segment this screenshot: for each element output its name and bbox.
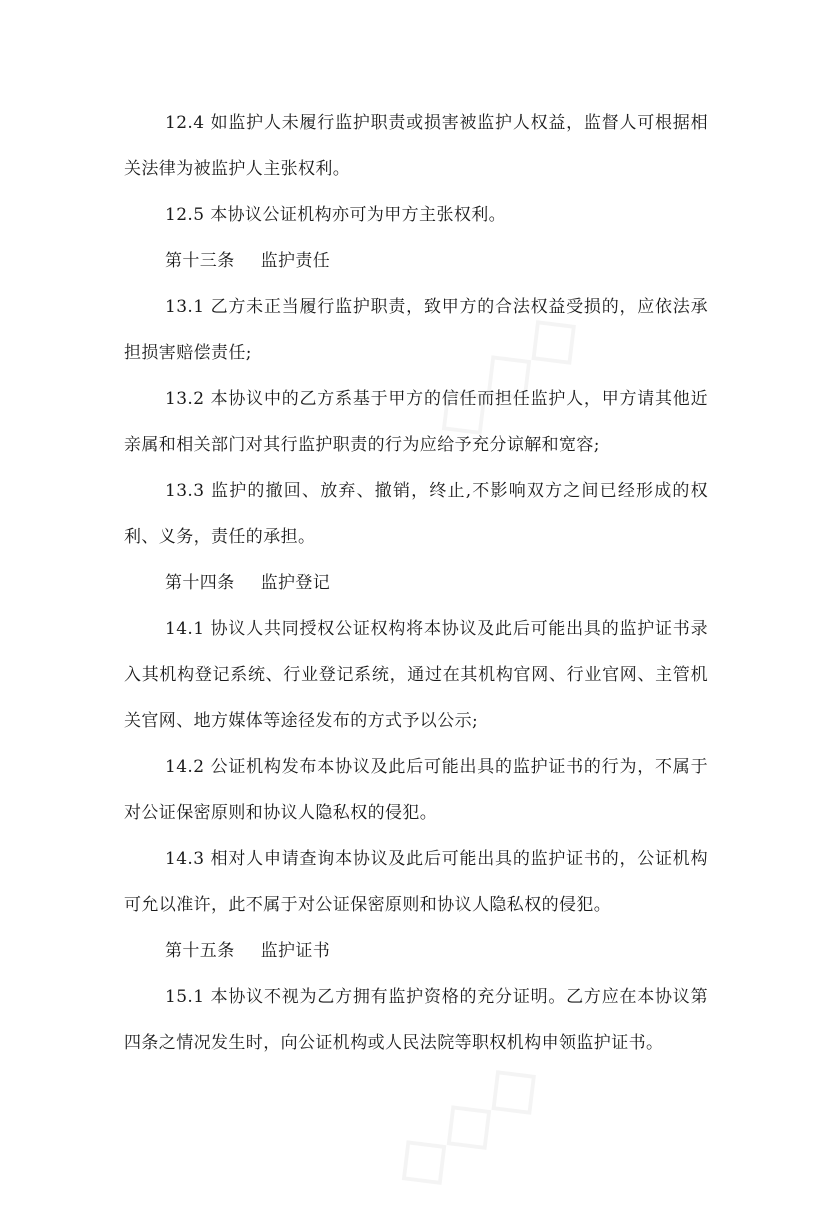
article-heading-14 [124,560,708,606]
article-number: 第十四条 [165,573,235,593]
article-heading-13 [124,238,708,284]
paragraph-13-1: 13.1 乙方未正当履行监护职责，致甲方的合法权益受损的，应依法承担损害赔偿责任; [124,297,708,363]
article-heading-15 [124,928,708,974]
paragraph-14-2: 14.2 公证机构发布本协议及此后可能出具的监护证书的行为，不属于对公证保密原则和协议人隐私权的侵犯。 [124,757,708,823]
paragraph-12-4: 12.4 如监护人未履行监护职责或损害被监护人权益，监督人可根据相关法律为被监护人主张权利。 [124,113,708,179]
article-title: 监护责任 [260,251,331,271]
paragraph-14-1: 14.1 协议人共同授权公证权构将本协议及此后可能出具的监护证书录入其机构登记系统、行业登记系统，通过在其机构官网、行业官网、主管机关官网、地方媒体等途径发布的方式予以公示; [124,619,708,731]
paragraph-14-3: 14.3 相对人申请查询本协议及此后可能出具的监护证书的，公证机构可允以准许，此不属于对公证保密原则和协议人隐私权的侵犯。 [124,849,708,915]
article-number: 第十三条 [165,251,235,271]
paragraph-15-1: 15.1 本协议不视为乙方拥有监护资格的充分证明。乙方应在本协议第四条之情况发生时，向公证机构或人民法院等职权机构申领监护证书。 [124,987,708,1053]
article-title: 监护证书 [260,941,331,961]
article-title: 监护登记 [260,573,331,593]
document-body [124,100,708,1066]
paragraph-12-5: 12.5 本协议公证机构亦可为甲方主张权利。 [165,205,507,225]
article-number: 第十五条 [165,941,235,961]
paragraph-13-3: 13.3 监护的撤回、放弃、撤销，终止,不影响双方之间已经形成的权利、义务，责任的承担。 [124,481,708,547]
paragraph-13-2: 13.2 本协议中的乙方系基于甲方的信任而担任监护人，甲方请其他近亲属和相关部门对其行监护职责的行为应给予充分谅解和宽容; [124,389,708,455]
